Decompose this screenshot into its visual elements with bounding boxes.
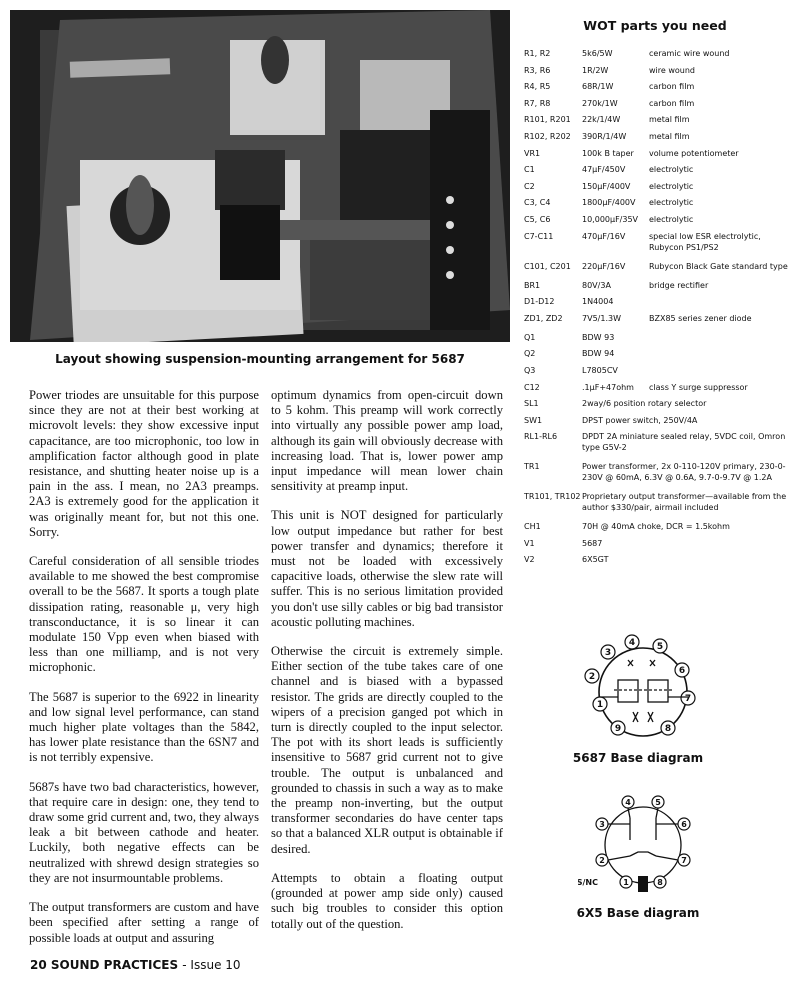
pin-label: 4	[628, 638, 636, 648]
part-ref: SW1	[524, 415, 543, 425]
base-diagram-6x5-caption: 6X5 Base diagram	[576, 906, 700, 920]
part-value: 6X5GT	[582, 555, 609, 565]
part-value: DPDT 2A miniature sealed relay, 5VDC coil, Omron type G5V-2	[582, 432, 786, 453]
part-value: 150µF/400V	[582, 181, 631, 191]
paragraph: 5687s have two bad characteristics, however, that require care in design: one, they tend to draw some grid current and, two, they always leak a bit between cathode and heater. Luckily, both negative effects can be neutralized with shrewd design strategies so they are not insurmountable problems.	[29, 779, 259, 885]
parts-row	[524, 296, 790, 307]
part-value: 22k/1/4W	[582, 115, 621, 125]
pin-label: 6	[681, 820, 687, 829]
pin-label: 1	[623, 878, 629, 887]
part-ref: CH1	[524, 522, 541, 532]
parts-row	[524, 114, 790, 125]
part-ref: R4, R5	[524, 82, 551, 92]
parts-list-title: WOT parts you need	[583, 18, 727, 33]
part-value: 68R/1W	[582, 82, 614, 92]
chassis-photo	[10, 10, 510, 342]
parts-row	[524, 81, 790, 92]
part-ref: ZD1, ZD2	[524, 313, 563, 323]
part-value: 80V/3A	[582, 280, 611, 290]
part-ref: R101, R201	[524, 115, 571, 125]
part-description: Rubycon Black Gate standard type	[649, 261, 788, 271]
part-ref: R1, R2	[524, 49, 551, 58]
part-value: 390R/1/4W	[582, 131, 627, 141]
tube-5687-pinout	[578, 632, 708, 752]
parts-row	[524, 261, 790, 272]
part-ref: R102, R202	[524, 131, 571, 141]
part-value: Power transformer, 2x 0-110-120V primary, 230-0-230V @ 60mA, 6.3V @ 0.6A, 9.7-0-9.7V @ 1.2A	[582, 462, 786, 483]
pin-label: 4	[625, 798, 631, 807]
part-ref: V1	[524, 538, 535, 548]
magazine-name: SOUND PRACTICES	[50, 958, 179, 972]
parts-row	[524, 538, 790, 549]
part-description: metal film	[649, 131, 690, 141]
pin-label: 3	[599, 820, 605, 829]
issue-label: - Issue 10	[182, 958, 241, 972]
parts-row	[524, 231, 790, 253]
part-description: wire wound	[649, 65, 695, 75]
part-ref: C12	[524, 382, 540, 392]
part-description: ceramic wire wound	[649, 49, 730, 58]
part-ref: SL1	[524, 399, 539, 409]
paragraph: Power triodes are unsuitable for this purpose since they are not at their best working at microvolt levels: they show excessive input capacitance, are too microphonic, too low in amplification factor although good in plate resistance, and shutting heater noise up is a pain in the ass. I mean, no 2A3 preamps. 2A3 is extremely good for the application it was originally meant for, but not this one. Sorry.	[29, 388, 259, 539]
part-ref: C2	[524, 181, 535, 191]
part-value: 7V5/1.3W	[582, 313, 621, 323]
pin-label: 3	[604, 648, 612, 658]
tube-6x5-pinout	[578, 790, 708, 900]
part-value: 10,000µF/35V	[582, 214, 639, 224]
part-value: 1R/2W	[582, 65, 609, 75]
paragraph: This unit is NOT designed for particularly low output impedance but rather for best power transfer and dynamics; therefore it must not be loaded with excessively capacitive loads, otherwise the slew rate will suffer. This is no serious limitation provided you don't use silly cables or big bad transistor acoustic polluting machines.	[271, 508, 503, 629]
part-ref: TR101, TR102	[524, 492, 581, 502]
chassis-photo-drawing	[10, 10, 510, 342]
parts-row	[524, 98, 790, 109]
part-ref: Q3	[524, 365, 536, 375]
part-ref: C1	[524, 165, 535, 175]
paragraph: Careful consideration of all sensible triodes available to me showed the best compromise overall to be the 5687. It sports a tough plate dissipation rating, reasonable μ, very high transconductance, it is so linear it can modulate 150 Vpp even when biased with less than one milliamp, and is not very microphonic.	[29, 554, 259, 675]
pin-label: 5	[656, 642, 664, 652]
page-number: 20	[30, 958, 47, 972]
part-ref: R3, R6	[524, 65, 551, 75]
pin-label: 8	[657, 878, 663, 887]
pin-label: 1	[596, 700, 604, 710]
pin-label: 7	[684, 694, 692, 704]
parts-row	[524, 554, 790, 565]
part-ref: C5, C6	[524, 214, 551, 224]
parts-row	[524, 382, 790, 393]
part-description: electrolytic	[649, 214, 694, 224]
part-description: carbon film	[649, 98, 695, 108]
parts-row	[524, 398, 790, 409]
part-ref: Q1	[524, 332, 536, 342]
part-ref: C3, C4	[524, 198, 551, 208]
part-value: 5k6/5W	[582, 49, 613, 58]
parts-row	[524, 365, 790, 376]
parts-row	[524, 521, 790, 532]
part-description: class Y surge suppressor	[649, 382, 748, 392]
part-value: 1800µF/400V	[582, 198, 636, 208]
paragraph: Otherwise the circuit is extremely simple. Either section of the tube takes care of one channel and is biased with a bypassed resistor. The grids are directly coupled to the wipers of a precision ganged pot which in turn is directly coupled to the input selector. The pot with its short leads is sufficiently insensitive to 5687 grid current not to give trouble. The output is unbalanced and grounded to chassis in such a way as to make the preamp non-inverting, but the output transformer secondaries do have center taps so that a balanced XLR output is obtainable if desired.	[271, 644, 503, 856]
part-value: DPST power switch, 250V/4A	[582, 415, 698, 425]
part-ref: Q2	[524, 349, 536, 359]
pin-label: 7	[681, 856, 687, 865]
part-value: .1µF+47ohm	[582, 382, 634, 392]
pin-label: 8	[664, 724, 672, 734]
part-value: L7805CV	[582, 365, 618, 375]
part-ref: D1-D12	[524, 297, 555, 307]
part-description: electrolytic	[649, 165, 694, 175]
part-ref: BR1	[524, 280, 541, 290]
part-ref: C101, C201	[524, 261, 571, 271]
part-description: special low ESR electrolytic, Rubycon PS1/PS2	[649, 231, 761, 252]
paragraph: optimum dynamics from open-circuit down to 5 kohm. This preamp will work correctly into virtually any possible power amp load, although its gain will obviously decrease with increasing load. That is, lower power amp input impedance will mean lower chain sensitivity at preamp input.	[271, 388, 503, 494]
part-ref: VR1	[524, 148, 541, 158]
part-ref: V2	[524, 555, 535, 565]
base-diagram-5687-caption: 5687 Base diagram	[572, 751, 704, 765]
part-value: Proprietary output transformer—available from the author $330/pair, airmail included	[582, 492, 787, 513]
parts-row	[524, 313, 790, 324]
pin-label: 6	[678, 666, 686, 676]
article-column-1	[29, 388, 259, 960]
part-value: 100k B taper	[582, 148, 634, 158]
parts-row	[524, 48, 790, 59]
parts-row	[524, 280, 790, 291]
part-description: electrolytic	[649, 181, 694, 191]
part-value: 70H @ 40mA choke, DCR = 1.5kohm	[582, 522, 730, 532]
part-ref: C7-C11	[524, 231, 554, 241]
pin-label: 5	[655, 798, 661, 807]
photo-caption: Layout showing suspension-mounting arrangement for 5687	[55, 352, 465, 366]
part-value: 2way/6 position rotary selector	[582, 399, 707, 409]
part-description: volume potentiometer	[649, 148, 739, 158]
parts-row	[524, 491, 790, 513]
parts-row	[524, 415, 790, 426]
part-value: 5687	[582, 538, 603, 548]
part-description: electrolytic	[649, 198, 694, 208]
parts-row	[524, 461, 790, 483]
part-value: 220µF/16V	[582, 261, 626, 271]
parts-row	[524, 431, 790, 453]
part-value: BDW 94	[582, 349, 615, 359]
parts-row	[524, 131, 790, 142]
parts-row	[524, 65, 790, 76]
base-diagram-5687	[578, 632, 708, 752]
page-footer	[30, 958, 241, 972]
parts-row	[524, 148, 790, 159]
parts-row	[524, 164, 790, 175]
article-column-2	[271, 388, 503, 946]
part-description: metal film	[649, 115, 690, 125]
parts-row	[524, 181, 790, 192]
part-value: 470µF/16V	[582, 231, 626, 241]
part-ref: R7, R8	[524, 98, 551, 108]
part-value: 47µF/450V	[582, 165, 626, 175]
base-diagram-6x5	[578, 790, 708, 900]
pin-label: 2	[599, 856, 605, 865]
parts-row	[524, 214, 790, 225]
paragraph: The 5687 is superior to the 6922 in linearity and low signal level performance, can stand much higher plate voltages than the 5842, has lower plate resistance than the 6SN7 and is not terribly expensive.	[29, 689, 259, 765]
part-value: 1N4004	[582, 297, 614, 307]
part-value: 270k/1W	[582, 98, 618, 108]
part-ref: TR1	[524, 462, 540, 472]
parts-row	[524, 197, 790, 208]
pin-label: 9	[614, 724, 622, 734]
part-description: BZX85 series zener diode	[649, 313, 752, 323]
parts-row	[524, 332, 790, 343]
paragraph: Attempts to obtain a floating output (grounded at power amp side only) caused such big troubles to consider this option totally out of the question.	[271, 870, 503, 931]
parts-list	[524, 48, 790, 571]
pin-label: 2	[588, 672, 596, 682]
part-ref: RL1-RL6	[524, 432, 558, 442]
part-description: carbon film	[649, 82, 695, 92]
snc-label: S/NC	[578, 878, 598, 887]
parts-row	[524, 348, 790, 359]
paragraph: The output transformers are custom and have been specified after setting a range of possible loads at output and assuring	[29, 900, 259, 945]
part-value: BDW 93	[582, 332, 615, 342]
part-description: bridge rectifier	[649, 280, 709, 290]
